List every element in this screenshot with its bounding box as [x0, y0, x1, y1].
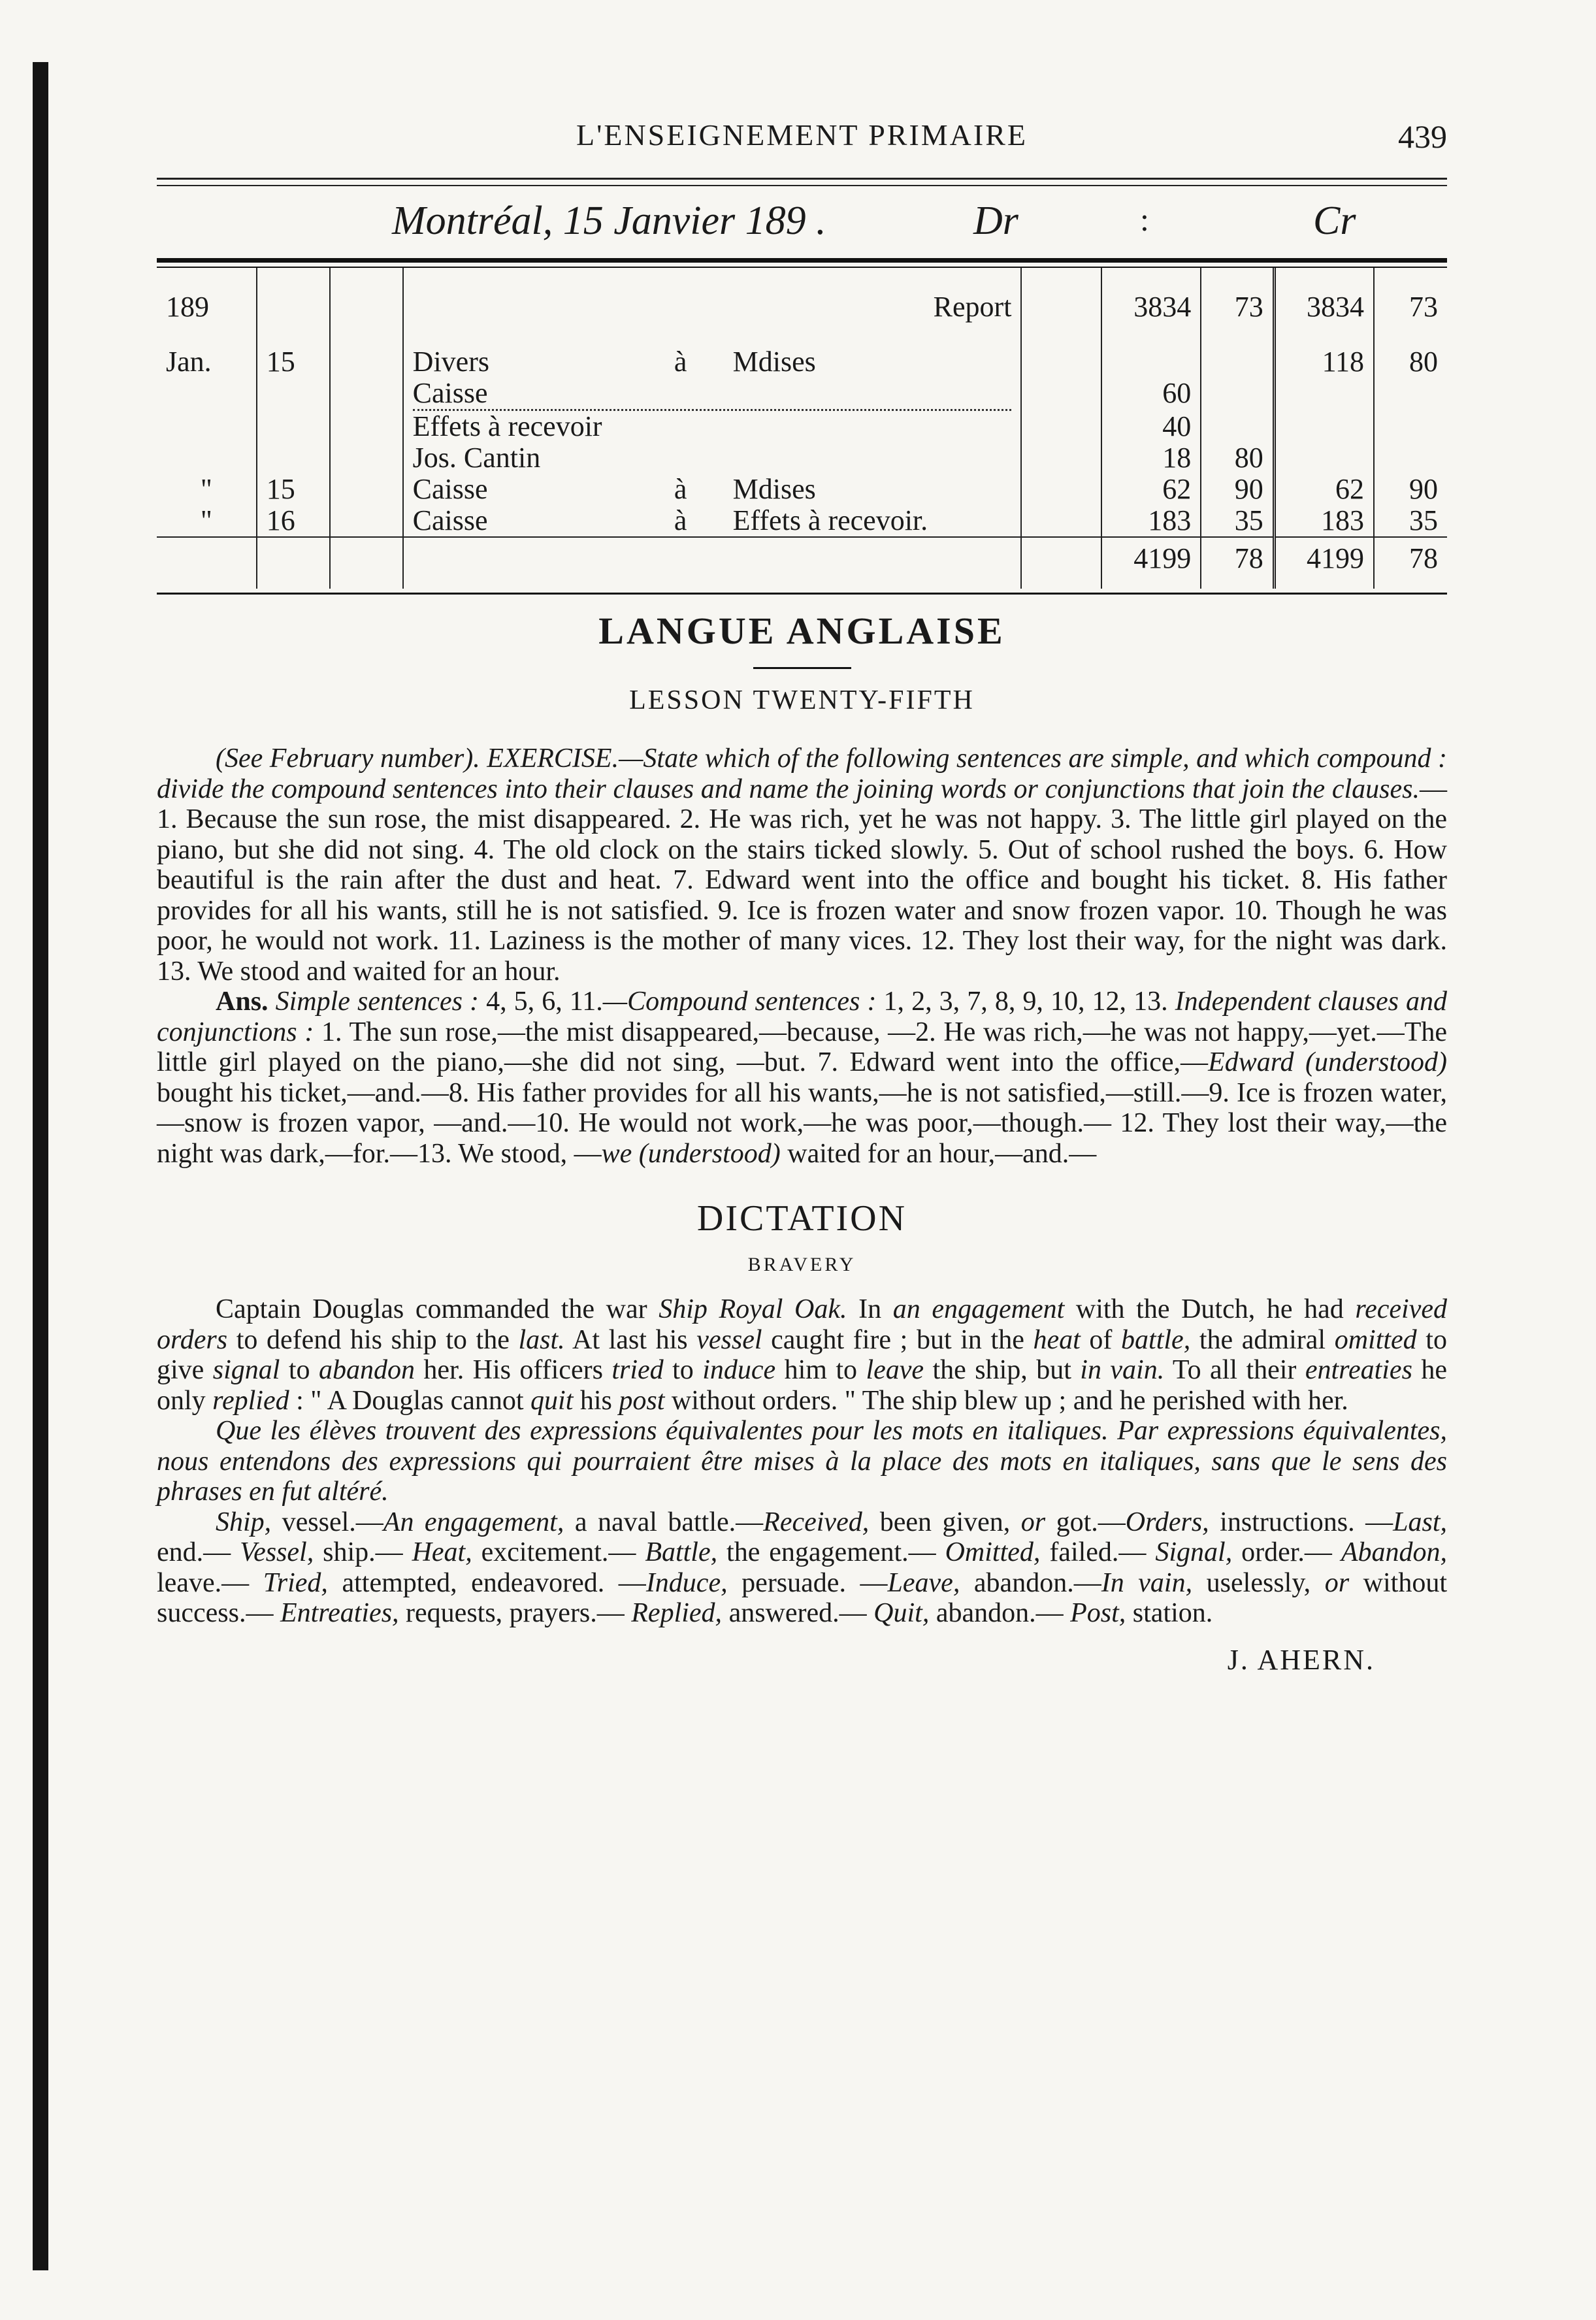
text-run: a naval battle.— [564, 1507, 764, 1537]
simple-list: 4, 5, 6, 11. [486, 987, 603, 1017]
running-title: L'ENSEIGNEMENT PRIMAIRE [576, 118, 1028, 152]
row-prep: à [674, 346, 687, 378]
text-run: persuade. — [727, 1567, 888, 1598]
text-run: the admiral [1190, 1324, 1335, 1355]
row-year: " [200, 504, 212, 536]
italic-term: vessel [696, 1324, 762, 1355]
journal-rule [157, 258, 1447, 268]
row-debit-cents [1201, 346, 1274, 378]
row-contra: Effets à recevoir. [732, 504, 928, 536]
ans-label: Ans. [216, 987, 269, 1017]
row-prep: à [674, 473, 687, 505]
running-head [157, 111, 1447, 170]
row-prep: à [674, 504, 687, 536]
italic-term: Quit, [873, 1598, 930, 1628]
dictation-subtitle: BRAVERY [747, 1254, 856, 1275]
lesson-title: LESSON TWENTY-FIFTH [629, 685, 975, 715]
italic-term: In vain, [1101, 1567, 1193, 1598]
italic-term: last. [518, 1324, 565, 1355]
exercise-block [157, 743, 1447, 1169]
journal-table [157, 268, 1447, 589]
text-run: ship.— [314, 1537, 412, 1567]
row-credit: 183 [1274, 505, 1374, 537]
italic-term: Leave, [887, 1567, 960, 1598]
journal-bottom-rule [157, 593, 1447, 595]
italic-term: An engagement, [383, 1507, 564, 1537]
text-run: him to [775, 1355, 866, 1385]
italic-term: Entreaties, [280, 1598, 399, 1628]
row-debit-cents: 73 [1201, 291, 1274, 323]
row-contra: Mdises [732, 473, 816, 505]
header-rule [157, 178, 1447, 186]
row-credit: 118 [1274, 346, 1374, 378]
dictation-instruction: Que les élèves trouvent des expressions équivalentes pour les mots en italiques. Par expressions équivalentes, nous entendons des expressions qui pourraient être mises à la place des mots en italiques, sans que le sens des phrases en fut altéré. [157, 1416, 1447, 1507]
row-debit: 18 [1101, 442, 1201, 474]
compound-label: —Compound sentences : [602, 987, 877, 1017]
italic-term: Ship Royal Oak. [659, 1294, 847, 1324]
journal-heading [157, 186, 1447, 258]
text-run: : " A Douglas cannot [289, 1385, 531, 1416]
text-run: answered.— [722, 1598, 874, 1628]
text-run: failed.— [1040, 1537, 1156, 1567]
text-run: without success.— [157, 1567, 1447, 1628]
journal-row [157, 378, 1447, 411]
compound-list: 1, 2, 3, 7, 8, 9, 10, 12, 13. [883, 987, 1168, 1017]
row-year: Jan. [166, 346, 212, 378]
text-run: instructions. — [1209, 1507, 1393, 1537]
italic-term: abandon [318, 1355, 415, 1385]
italic-term: Last, [1393, 1507, 1447, 1537]
italic-term: omitted [1334, 1324, 1417, 1355]
italic-term: or [1324, 1567, 1350, 1598]
text-run: uselessly, [1192, 1567, 1325, 1598]
row-debit: 40 [1101, 411, 1201, 442]
italic-term: Orders, [1125, 1507, 1209, 1537]
text-run: with the Dutch, he had [1064, 1294, 1356, 1324]
italic-term: Signal, [1155, 1537, 1233, 1567]
italic-term: tried [611, 1355, 664, 1385]
text-run: vessel.— [271, 1507, 383, 1537]
text-run: caught fire ; but in the [762, 1324, 1034, 1355]
row-year: " [200, 473, 212, 505]
italic-term: an engagement [892, 1294, 1065, 1324]
row-debit: 3834 [1101, 291, 1201, 323]
answer-paragraph [157, 987, 1447, 1169]
answer-text-1: 1. The sun rose,—the mist disappeared,—because, —2. He was rich,—he was not happy,—yet.—The little girl played on the piano,—she did not sing, —but. 7. Edward went into the office,— [157, 1017, 1448, 1077]
row-day: 15 [257, 474, 330, 505]
italic-term: quit [530, 1385, 574, 1416]
heading-colon: : [1140, 201, 1149, 238]
text-run: without orders. " The ship blew up ; and he perished with her. [664, 1385, 1348, 1416]
row-day: 16 [257, 505, 330, 537]
simple-label: Simple sentences : [275, 987, 479, 1017]
row-year: 189 [166, 291, 209, 323]
italic-term: signal [212, 1355, 280, 1385]
row-day: 15 [257, 346, 330, 378]
italic-term: Heat, [412, 1537, 472, 1567]
text-run: to [280, 1355, 319, 1385]
row-debit: 60 [1101, 378, 1201, 411]
text-run: to defend his ship to the [227, 1324, 519, 1355]
dictation-paragraph [157, 1294, 1447, 1416]
row-debit-cents: 35 [1201, 505, 1274, 537]
row-account: Caisse [412, 473, 488, 505]
italic-term: induce [702, 1355, 776, 1385]
text-run: order.— [1232, 1537, 1341, 1567]
exercise-paragraph [157, 743, 1447, 987]
row-account: Caisse [413, 378, 1012, 411]
see-reference: (See February number). [216, 743, 480, 774]
italic-term: Omitted, [945, 1537, 1041, 1567]
text-run: requests, prayers.— [399, 1598, 632, 1628]
row-debit-cents [1201, 378, 1274, 411]
row-account: Divers [412, 346, 489, 378]
text-run: leave.— [157, 1567, 263, 1598]
journal-row [157, 346, 1447, 378]
text-run: attempted, endeavored. — [327, 1567, 646, 1598]
italic-term: battle, [1121, 1324, 1191, 1355]
dictation-title: DICTATION [696, 1198, 907, 1239]
journal-row [157, 442, 1447, 474]
independent-label: Independent clauses and conjunctions : [157, 987, 1448, 1047]
text-run: To all their [1164, 1355, 1305, 1385]
row-debit [1101, 346, 1201, 378]
text-run: the ship, but [924, 1355, 1081, 1385]
exercise-sentences: —1. Because the sun rose, the mist disappeared. 2. He was rich, yet he was not happy. 3. The little girl played on the piano, but she did not sing. 4. The old clock on the stairs ticked slowly. 5. Out of school rushed the boys. 6. How beautiful is the rain after the dust and heat. 7. Edward went into the office and bought his ticket. 8. His father provides for all his wants, still he is not satisfied. 9. Ice is frozen water and snow frozen vapor. 10. Though he was poor, he would not work. 11. Laziness is the mother of many vices. 12. They lost their way, for the night was dark. 13. We stood and waited for an hour. [157, 774, 1447, 987]
exercise-instructions: EXERCISE.—State which of the following sentences are simple, and which compound : divide the compound sentences into their clauses and name the joining words or conjunctions that join the clauses. [157, 743, 1448, 804]
author-signature: J. AHERN. [1227, 1643, 1375, 1676]
text-run: end.— [157, 1537, 240, 1567]
text-run: abandon.— [929, 1598, 1071, 1628]
italic-term: Post, [1070, 1598, 1126, 1628]
row-credit: 62 [1274, 474, 1374, 505]
text-run: station. [1126, 1598, 1213, 1628]
text-run: of [1080, 1324, 1122, 1355]
italic-term: leave [866, 1355, 924, 1385]
italic-term: Vessel, [240, 1537, 314, 1567]
journal-row [157, 474, 1447, 505]
equivalents-paragraph [157, 1507, 1447, 1629]
row-credit-cents: 90 [1374, 474, 1447, 505]
short-rule [753, 667, 851, 669]
row-day [257, 291, 330, 323]
binding-edge [33, 62, 48, 2270]
text-run: the engagement.— [717, 1537, 945, 1567]
total-credit: 4199 [1274, 537, 1374, 589]
credit-heading: Cr [1313, 199, 1356, 243]
row-debit-cents: 90 [1201, 474, 1274, 505]
row-account: Jos. Cantin [403, 442, 1022, 474]
answer-we: we (understood) [601, 1138, 781, 1169]
row-debit-cents [1201, 411, 1274, 442]
row-credit-cents: 73 [1374, 291, 1447, 323]
row-credit-cents: 80 [1374, 346, 1447, 378]
text-run: At last his [564, 1324, 697, 1355]
text-run: her. His officers [414, 1355, 612, 1385]
total-debit-cents: 78 [1201, 537, 1274, 589]
section-title: LANGUE ANGLAISE [598, 610, 1005, 652]
text-run: In [847, 1294, 893, 1324]
row-debit-cents: 80 [1201, 442, 1274, 474]
page [157, 111, 1447, 1676]
dictation-block [157, 1294, 1447, 1629]
italic-term: Abandon, [1341, 1537, 1447, 1567]
answer-text-3: waited for an hour,—and.— [780, 1138, 1097, 1169]
text-run: to [663, 1355, 703, 1385]
italic-term: Induce, [645, 1567, 728, 1598]
journal-row [157, 291, 1447, 323]
row-contra: Report [403, 291, 1022, 323]
italic-term: or [1020, 1507, 1046, 1537]
italic-term: heat [1033, 1324, 1081, 1355]
italic-term: Replied, [631, 1598, 723, 1628]
debit-heading: Dr [973, 199, 1018, 243]
answer-text-2: bought his ticket,—and.—8. His father provides for all his wants,—he is not satisfied,—still.—9. Ice is frozen water,—snow is frozen vapor, —and.—10. He would not work,—he was poor,—though.— 12. They lost their way,—the night was dark,—for.—13. We stood, — [157, 1077, 1447, 1169]
page-number: 439 [1398, 118, 1447, 155]
italic-term: received orders [157, 1294, 1448, 1355]
text-run: been given, [869, 1507, 1021, 1537]
text-run: abandon.— [960, 1567, 1101, 1598]
total-credit-cents: 78 [1374, 537, 1447, 589]
text-run: excitement.— [472, 1537, 645, 1567]
text-run: Captain Douglas commanded the war [216, 1294, 659, 1324]
text-run: his [573, 1385, 619, 1416]
row-contra: Mdises [732, 346, 816, 378]
text-run: got.— [1045, 1507, 1126, 1537]
row-credit: 3834 [1274, 291, 1374, 323]
italic-term: Tried, [263, 1567, 328, 1598]
italic-term: Battle, [645, 1537, 718, 1567]
answer-edward: Edward (understood) [1208, 1047, 1447, 1077]
italic-term: post [619, 1385, 665, 1416]
total-debit: 4199 [1101, 537, 1201, 589]
journal-date: Montréal, 15 Janvier 189 . [392, 199, 826, 243]
row-debit: 62 [1101, 474, 1201, 505]
row-account: Effets à recevoir [403, 411, 1022, 442]
italic-term: replied [212, 1385, 289, 1416]
journal-row [157, 411, 1447, 442]
text-run: to give [157, 1324, 1447, 1385]
row-credit-cents: 35 [1374, 505, 1447, 537]
italic-term: entreaties [1305, 1355, 1412, 1385]
italic-term: Ship, [216, 1507, 272, 1537]
italic-term: Received, [763, 1507, 870, 1537]
row-account: Caisse [412, 504, 488, 536]
row-debit: 183 [1101, 505, 1201, 537]
journal-total-row [157, 537, 1447, 589]
text-run: he only [157, 1355, 1447, 1416]
italic-term: in vain. [1080, 1355, 1165, 1385]
journal-row [157, 505, 1447, 537]
